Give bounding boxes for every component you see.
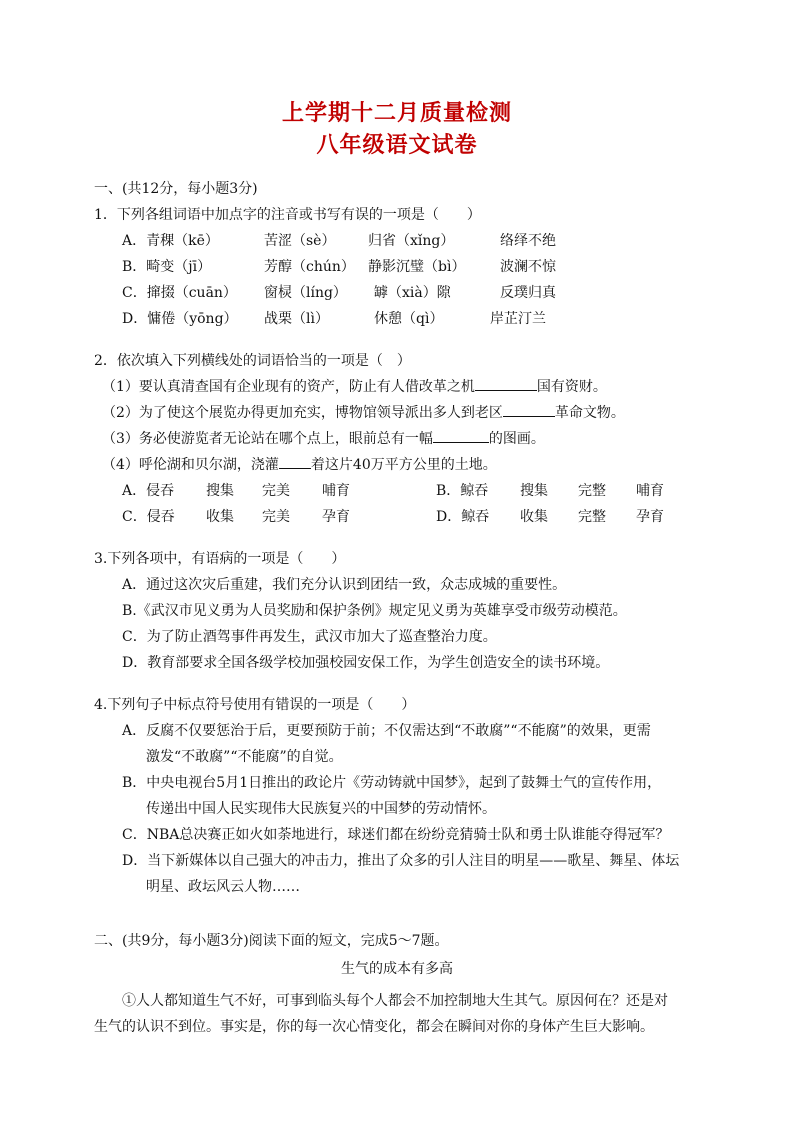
q2-s2-text: （2）为了使这个展览办得更加充实，博物馆领导派出多人到老区 <box>102 405 503 421</box>
q1-option-a-word3: 归省（xǐng） <box>368 233 455 249</box>
q2-stem: 2．依次填入下列横线处的词语恰当的一项是（ ） <box>94 353 411 369</box>
q2-option-d-3: 完整 <box>578 509 606 525</box>
q1-stem: 1．下列各组词语中加点字的注音或书写有误的一项是（ ） <box>94 207 481 223</box>
q3-stem: 3.下列各项中，有语病的一项是（ ） <box>94 551 346 567</box>
q4-option-b-line2: 传递出中国人民实现伟大民族复兴的中国梦的劳动情怀。 <box>146 801 496 817</box>
q4-option-a-line2: 激发“不敢腐”“不能腐”的自觉。 <box>146 749 343 765</box>
q2-blank-2 <box>503 404 555 417</box>
q2-option-c-2: 收集 <box>206 509 234 525</box>
q3-option-c: C．为了防止酒驾事件再发生，武汉市加大了巡查整治力度。 <box>122 629 497 645</box>
q1-option-c-word2: 窗棂（líng） <box>264 285 347 301</box>
q1-option-b-word4: 波澜不惊 <box>500 259 556 275</box>
q1-option-a-word4: 络绎不绝 <box>500 233 556 249</box>
q2-s3-tail: 的图画。 <box>488 431 545 447</box>
q2-option-b-4: 哺育 <box>636 483 664 499</box>
q2-s2-tail: 革命文物。 <box>554 405 625 421</box>
q2-blank-3 <box>433 430 489 443</box>
q2-option-b-1: B．鲸吞 <box>436 483 489 499</box>
q2-option-b-2: 搜集 <box>520 483 548 499</box>
q2-sentence-4 <box>102 456 497 474</box>
q2-option-a-2: 搜集 <box>206 483 234 499</box>
article-paragraph-line2: 生气的认识不到位。事实是，你的每一次心情变化，都会在瞬间对你的身体产生巨大影响。 <box>94 1019 654 1035</box>
q2-sentence-2 <box>102 404 625 422</box>
section2-heading: 二、(共9分，每小题3分)阅读下面的短文，完成5～7题。 <box>94 933 449 949</box>
q2-s1-tail: 国有资财。 <box>536 379 607 395</box>
q2-option-c-4: 孕育 <box>322 509 350 525</box>
q2-option-a-4: 哺育 <box>322 483 350 499</box>
q3-option-d: D．教育部要求全国各级学校加强校园安保工作，为学生创造安全的读书环境。 <box>122 655 610 671</box>
q2-option-a-3: 完美 <box>262 483 290 499</box>
q3-option-b: B.《武汉市见义勇为人员奖励和保护条例》规定见义勇为英雄享受市级劳动模范。 <box>122 603 627 619</box>
q1-option-b-word3: 静影沉璧（bì） <box>368 259 466 275</box>
q2-s4-text: （4）呼伦湖和贝尔湖，浇灌 <box>102 457 279 473</box>
q1-option-d-word4: 岸芷汀兰 <box>490 311 546 327</box>
q2-s1-text: （1）要认真清查国有企业现有的资产，防止有人借改革之机 <box>102 379 475 395</box>
q4-option-d-line2: 明星、政坛风云人物…… <box>146 879 300 895</box>
q1-option-d-word3: 休憩（qì） <box>374 311 444 327</box>
q3-option-a: A．通过这次灾后重建，我们充分认识到团结一致，众志成城的重要性。 <box>122 577 567 593</box>
q2-option-a-1: A．侵吞 <box>122 483 175 499</box>
exam-title: 上学期十二月质量检测 <box>281 101 512 126</box>
q2-s4-tail: 着这片40万平方公里的土地。 <box>310 457 497 473</box>
q2-blank-1 <box>475 378 537 391</box>
q4-option-b-line1: B．中央电视台5月1日推出的政论片《劳动铸就中国梦》，起到了鼓舞士气的宣传作用， <box>122 775 662 791</box>
q4-option-a-line1: A．反腐不仅要惩治于后，更要预防于前；不仅需达到“不敢腐”“不能腐”的效果，更需 <box>122 723 651 739</box>
q2-sentence-3 <box>102 430 545 448</box>
q4-option-d-line1: D．当下新媒体以自己强大的冲击力，推出了众多的引人注目的明星——歌星、舞星、体坛 <box>122 853 680 869</box>
q1-option-c-word1: C．撺掇（cuān） <box>122 285 237 301</box>
q1-option-b-word1: B．畸变（jī） <box>122 259 212 275</box>
q2-sentence-1 <box>102 378 607 396</box>
q4-stem: 4.下列句子中标点符号使用有错误的一项是（ ） <box>94 697 416 713</box>
q2-option-c-1: C．侵吞 <box>122 509 175 525</box>
q2-option-c-3: 完美 <box>262 509 290 525</box>
q2-option-d-1: D．鲸吞 <box>436 509 490 525</box>
q1-option-b-word2: 芳醇（chún） <box>264 259 355 275</box>
exam-subtitle: 八年级语文试卷 <box>316 133 478 158</box>
q2-option-b-3: 完整 <box>578 483 606 499</box>
q2-blank-4 <box>279 456 311 469</box>
q1-option-a-word1: A．青稞（kē） <box>122 233 219 249</box>
section1-heading: 一、(共12分，每小题3分) <box>94 181 258 197</box>
q2-s3-text: （3）务必使游览者无论站在哪个点上，眼前总有一幅 <box>102 431 433 447</box>
q1-option-d-word1: D．慵倦（yōng） <box>122 311 238 327</box>
q1-option-c-word3: 罅（xià）隙 <box>374 285 451 301</box>
q4-option-c: C．NBA总决赛正如火如荼地进行，球迷们都在纷纷竞猜骑士队和勇士队谁能夺得冠军？ <box>122 827 670 843</box>
q1-option-d-word2: 战栗（lì） <box>264 311 329 327</box>
article-paragraph-line1: ①人人都知道生气不好，可事到临头每个人都会不加控制地大生其气。原因何在？还是对 <box>122 993 668 1009</box>
q2-option-d-4: 孕育 <box>636 509 664 525</box>
article-title: 生气的成本有多高 <box>341 961 453 977</box>
q2-option-d-2: 收集 <box>520 509 548 525</box>
q1-option-a-word2: 苦涩（sè） <box>264 233 336 249</box>
q1-option-c-word4: 反璞归真 <box>500 285 556 301</box>
